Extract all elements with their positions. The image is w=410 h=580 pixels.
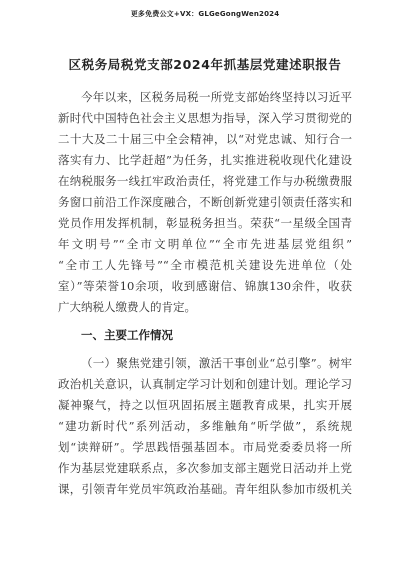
paragraph-line: 二十大及二十届三中全会精神，以“对党忠诚、知行合一 bbox=[58, 132, 352, 146]
paragraph-line: 政治机关意识，认真制定学习计划和创建计划。理论学习 bbox=[58, 377, 352, 391]
paragraph-line: 在纳税服务一线扛牢政治责任，将党建工作与办税缴费服 bbox=[58, 174, 352, 188]
paragraph-line: （一）聚焦党建引领，激活干事创业“总引擎”。树牢 bbox=[81, 356, 352, 370]
section-paragraph bbox=[58, 353, 352, 500]
paragraph-line: 党员作用发挥机制，彰显税务担当。荣获“一星级全国青 bbox=[58, 216, 352, 230]
document-title: 区税务局税党支部2024年抓基层党建述职报告 bbox=[68, 57, 342, 72]
paragraph-line: 年文明号”“全市文明单位”“全市先进基层党组织” bbox=[58, 237, 352, 251]
paragraph-line: 今年以来，区税务局税一所党支部始终坚持以习近平 bbox=[81, 90, 352, 104]
paragraph-line: “全市工人先锋号”“全市模范机关建设先进单位（处 bbox=[58, 258, 352, 272]
paragraph-line: 凝神聚气，持之以恒巩固拓展主题教育成果，扎实开展 bbox=[58, 398, 352, 412]
document-body bbox=[58, 87, 352, 500]
section-heading: 一、主要工作情况 bbox=[81, 328, 173, 342]
intro-paragraph bbox=[58, 87, 352, 318]
paragraph-line: 落实有力、比学赶超”为任务，扎实推进税收现代化建设 bbox=[58, 153, 352, 167]
paragraph-line: 广大纳税人缴费人的肯定。 bbox=[58, 300, 196, 314]
paragraph-line: 划“读辩研”。学思践悟强基固本。市局党委委员将一所 bbox=[58, 440, 352, 454]
paragraph-line: 课，引领青年党员牢筑政治基础。青年组队参加市级机关 bbox=[58, 482, 352, 496]
paragraph-line: “建功新时代”系列活动，多维触角“听学做”，系统规 bbox=[58, 419, 352, 433]
paragraph-line: 新时代中国特色社会主义思想为指导，深入学习贯彻党的 bbox=[58, 111, 352, 125]
watermark-text: 更多免费公文+VX：GLGeGongWen2024 bbox=[130, 10, 280, 18]
paragraph-line: 务窗口前沿工作深度融合，不断创新党建引领责任落实和 bbox=[58, 195, 352, 209]
paragraph-line: 室）”等荣誉10余项，收到感谢信、锦旗130余件，收获 bbox=[58, 279, 352, 293]
paragraph-line: 作为基层党建联系点，多次参加支部主题党日活动并上党 bbox=[58, 461, 352, 475]
